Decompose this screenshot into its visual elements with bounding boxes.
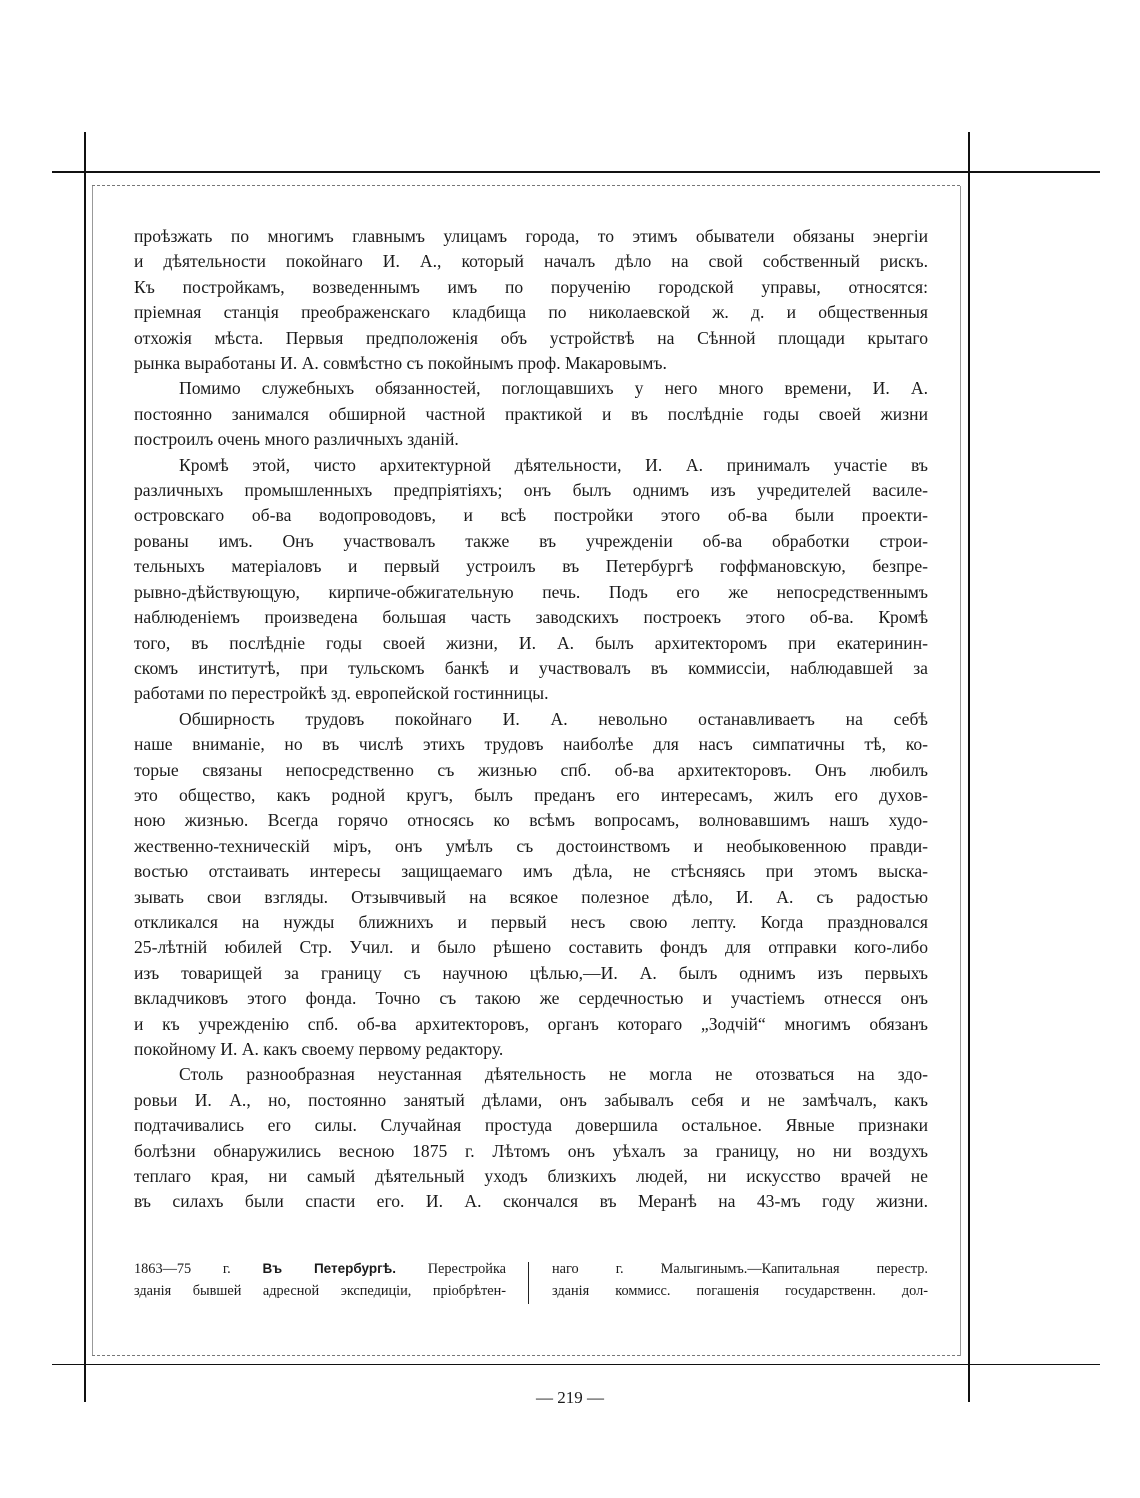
text-line: жественно-техническій міръ, онъ умѣлъ съ достоинствомъ и необыковенною правди- [134,835,928,856]
main-text [134,224,928,1215]
text-line: рынка выработаны И. А. совмѣстно съ покойнымъ проф. Макаровымъ. [134,353,667,374]
text-line: различныхъ промышленныхъ предпріятіяхъ; онъ былъ однимъ изъ учредителей василе- [134,480,928,501]
text-line: Помимо служебныхъ обязанностей, поглощавшихъ у него много времени, И. А. [179,378,928,399]
footnote-line: зданія бывшей адресной экспедиціи, пріобрѣтен- [134,1283,506,1299]
text-line: подтачивались его силы. Случайная простуда довершила остальное. Явные признаки [134,1115,928,1136]
text-line: это общество, какъ родной кругъ, былъ преданъ его интересамъ, жилъ его духов- [134,784,928,805]
text-line: востью отстаивать интересы защищаемаго имъ дѣла, не стѣсняясь при этомъ выска- [134,861,928,882]
text-line: покойному И. А. какъ своему первому редактору. [134,1039,504,1059]
footnote-city: Въ Петербургѣ. [262,1261,396,1276]
text-line: болѣзни обнаружились весною 1875 г. Лѣтомъ онъ уѣхалъ за границу, но ни воздухъ [134,1140,928,1161]
text-line: изъ товарищей за границу съ научною цѣлью,—И. А. былъ однимъ изъ первыхъ [134,962,928,983]
footnote-dates: 1863—75 г. [134,1261,231,1277]
right-inner-margin-line [960,186,961,1356]
text-line: скомъ институтѣ, при тульскомъ банкѣ и участвовалъ въ коммиссіи, наблюдавшей за [134,657,928,678]
top-dashed-rule [92,185,960,186]
footnote-text: Перестройка [427,1261,507,1277]
text-line: и дѣятельности покойнаго И. А., который началъ дѣло на свой собственный рискъ. [134,251,928,272]
bottom-frame-line [52,1364,1100,1365]
page-number: — 219 — [536,1388,604,1407]
paragraph [134,707,928,1063]
text-line: пріемная станція преображенскаго кладбища по николаевской ж. д. и общественныя [134,302,928,323]
bottom-dashed-rule [92,1355,960,1356]
text-line: островскаго об-ва водопроводовъ, и всѣ постройки этого об-ва были проекти- [134,505,928,526]
text-line: постоянно занимался обширной частной практикой и въ послѣдніе годы своей жизни [134,403,928,424]
left-frame-line [84,132,86,1402]
footnote-line [134,1258,506,1280]
text-line: Столь разнообразная неустанная дѣятельность не могла не отозваться на здо- [179,1064,928,1085]
text-line: вкладчиковъ этого фонда. Точно съ такою же сердечностью и участіемъ отнесся онъ [134,988,928,1009]
top-frame-line [52,171,1100,173]
text-line: наблюденіемъ произведена большая часть заводскихъ построекъ этого об-ва. Кромѣ [134,607,928,628]
right-frame-line [968,132,970,1402]
text-line: наше вниманіе, но въ числѣ этихъ трудовъ наиболѣе для насъ симпатичны тѣ, ко- [134,734,928,755]
text-line: отхожія мѣста. Первыя предположенія объ устройствѣ на Сѣнной площади крытаго [134,327,928,348]
paragraph [134,376,928,452]
paragraph [134,1062,928,1214]
text-line: того, въ послѣдніе годы своей жизни, И. А. былъ архитекторомъ при екатеринин- [134,632,928,653]
text-line: откликался на нужды ближнихъ и первый несъ свою лепту. Когда праздновался [134,911,928,932]
text-line: тельныхъ матеріаловъ и первый устроилъ въ Петербургѣ гоффмановскую, безпре- [134,556,928,577]
footnote-left-column [134,1258,506,1302]
text-line: построилъ очень много различныхъ зданій. [134,429,459,450]
text-line: и къ учрежденію спб. об-ва архитекторовъ, органъ котораго „Зодчій“ многимъ обязанъ [134,1013,928,1034]
text-line: рованы имъ. Онъ участвовалъ также въ учрежденіи об-ва обработки строи- [134,530,928,551]
text-line: теплаго края, ни самый дѣятельный уходъ близкихъ людей, ни искусство врачей не [134,1166,928,1187]
text-line: работами по перестройкѣ зд. европейской гостинницы. [134,683,549,704]
text-line: Къ постройкамъ, возведеннымъ имъ по порученію городской управы, относятся: [134,276,928,297]
text-line: Кромѣ этой, чисто архитектурной дѣятельности, И. А. принималъ участіе въ [179,454,928,475]
paragraph [134,453,928,707]
footnote-line: зданія коммисс. погашенія государственн. дол- [552,1283,928,1299]
text-line: 25-лѣтній юбилей Стр. Учил. и было рѣшено составить фондъ для отправки кого-либо [134,937,928,958]
text-line: проѣзжать по многимъ главнымъ улицамъ города, то этимъ обыватели обязаны энергіи [134,226,928,246]
text-line: Обширность трудовъ покойнаго И. А. невольно останавливаетъ на себѣ [179,708,928,729]
footnote-column-divider [528,1262,529,1304]
left-inner-margin-line [92,186,93,1356]
text-line: ровьи И. А., но, постоянно занятый дѣлами, онъ забывалъ себя и не замѣчалъ, какъ [134,1089,928,1110]
footnote-line: наго г. Малыгинымъ.—Капитальная перестр. [552,1261,928,1277]
paragraph [134,224,928,376]
text-line: рывно-дѣйствующую, кирпиче-обжигательную печь. Подъ его же непосредственнымъ [134,581,928,602]
text-line: торые связаны непосредственно съ жизнью спб. об-ва архитекторовъ. Онъ любилъ [134,759,928,780]
footnote-right-column [552,1258,928,1302]
text-line: въ силахъ были спасти его. И. А. скончался въ Меранѣ на 43-мъ году жизни. [134,1191,928,1212]
footnote [0,1258,1140,1308]
text-line: зывать свои взгляды. Отзывчивый на всякое полезное дѣло, И. А. съ радостью [134,886,928,907]
text-line: ною жизнью. Всегда горячо относясь ко всѣмъ вопросамъ, волновавшимъ нашъ худо- [134,810,928,831]
